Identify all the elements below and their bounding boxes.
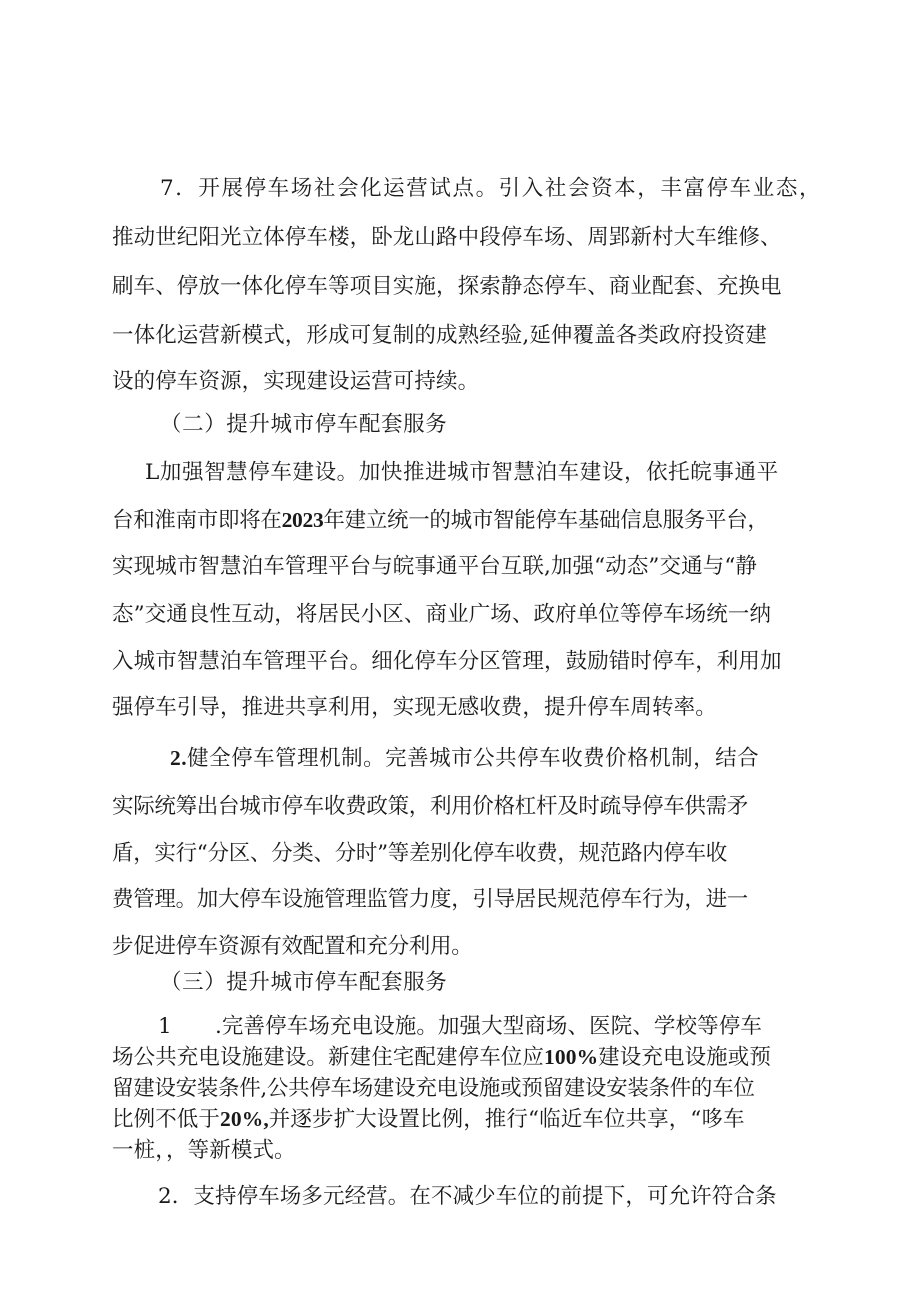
- paragraph-line: 推动世纪阳光立体停车楼，卧龙山路中段停车场、周郢新村大车维修、: [112, 225, 782, 250]
- paragraph-line: 1 .完善停车场充电设施。加强大型商场、医院、学校等停车: [158, 1014, 762, 1039]
- percent-number: 100%: [544, 1045, 599, 1069]
- item-number: 2.: [170, 746, 188, 770]
- paragraph-line: 刷车、停放一体化停车等项目实施，探索静态停车、商业配套、充换电: [112, 274, 782, 299]
- paragraph-line: 实现城市智慧泊车管理平台与皖事通平台互联,加强“动态”交通与“静: [112, 554, 758, 579]
- text-span: 健全停车管理机制。完善城市公共停车收费价格机制，结合: [187, 746, 760, 771]
- paragraph-line: 2．支持停车场多元经营。在不减少车位的前提下，可允许符合条: [158, 1184, 777, 1209]
- paragraph-line: L加强智慧停车建设。加快推进城市智慧泊车建设，依托皖事通平: [145, 460, 779, 485]
- paragraph-line: 实际统筹出台城市停车收费政策，利用价格杠杆及时疏导停车供需矛: [112, 794, 749, 819]
- text-span: 年建立统一的城市智能停车基础信息服务平台，: [323, 508, 769, 533]
- paragraph-line: 7．开展停车场社会化运营试点。引入社会资本，丰富停车业态，: [160, 176, 823, 201]
- paragraph-line: 强停车引导，推进共享利用，实现无感收费，提升停车周转率。: [112, 695, 717, 720]
- paragraph-line: [112, 1109, 745, 1131]
- text-span: 比例不低于: [112, 1107, 221, 1132]
- paragraph-line: 态”交通良性互动，将居民小区、商业广场、政府单位等停车场统一纳: [112, 602, 772, 627]
- paragraph-line: 一体化运营新模式，形成可复制的成熟经验,延伸覆盖各类政府投资建: [112, 323, 767, 348]
- paragraph-line: 入城市智慧泊车管理平台。细化停车分区管理，鼓励错时停车，利用加: [112, 649, 782, 674]
- text-span: 场公共充电设施建设。新建住宅配建停车位应: [112, 1045, 545, 1070]
- paragraph-line: [112, 510, 769, 532]
- paragraph-line: [112, 1047, 771, 1069]
- text-span: 并逐步扩大设置比例，推行“临近车位共享，“哆车: [268, 1107, 745, 1132]
- paragraph-line: 一桩，，等新模式。: [112, 1138, 296, 1163]
- paragraph-line: 步促进停车资源有效配置和充分利用。: [112, 934, 473, 959]
- paragraph-line: 盾，实行“分区、分类、分时”等差别化停车收费，规范路内停车收: [112, 841, 727, 866]
- percent-number: 20%,: [220, 1107, 269, 1131]
- paragraph-line: 留建设安装条件,公共停车场建设充电设施或预留建设安装条件的车位: [112, 1076, 755, 1101]
- section-heading: （二）提升城市停车配套服务: [160, 412, 448, 437]
- paragraph-line: 费管理。加大停车设施管理监管力度，引导居民规范停车行为，进一: [112, 887, 749, 912]
- section-heading: （三）提升城市停车配套服务: [160, 970, 448, 995]
- text-span: 建设充电设施或预: [598, 1045, 771, 1070]
- year-number: 2023: [281, 508, 324, 532]
- paragraph-line: [170, 748, 759, 770]
- text-span: 台和淮南市即将在: [112, 508, 282, 533]
- paragraph-line: 设的停车资源，实现建设运营可持续。: [112, 369, 480, 394]
